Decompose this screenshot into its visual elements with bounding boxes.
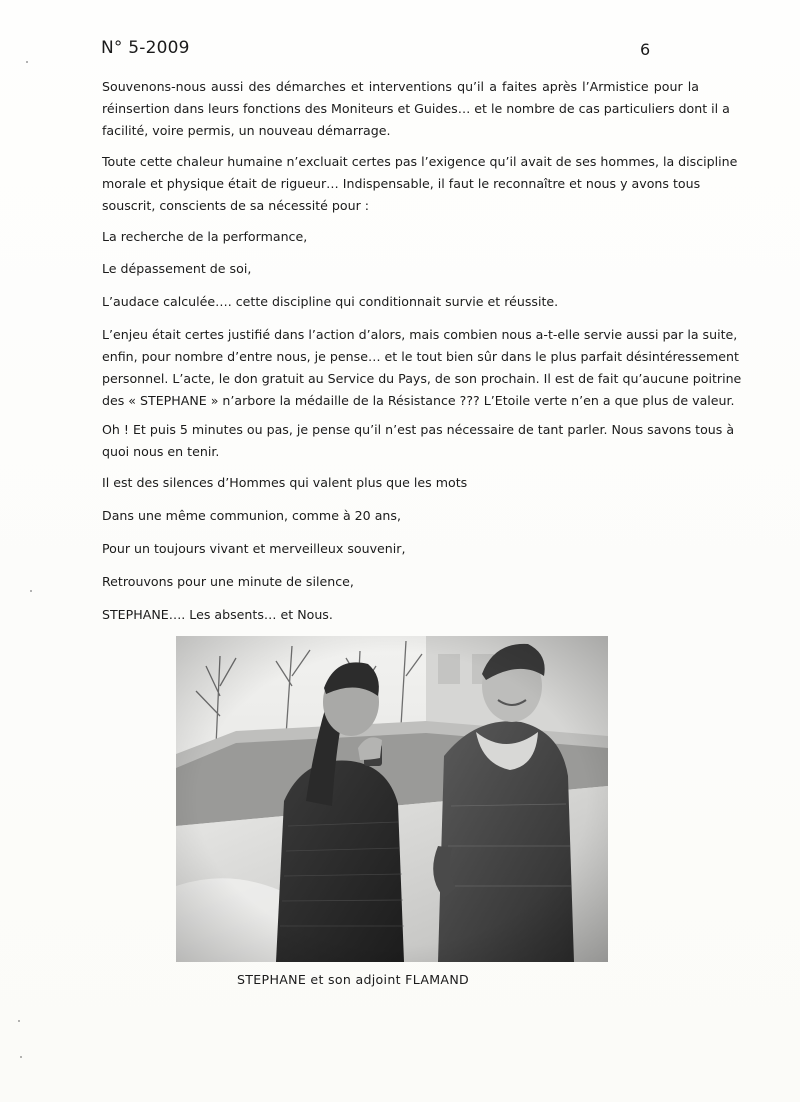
paragraph-4: Le dépassement de soi, (102, 261, 252, 276)
photo-caption: STEPHANE et son adjoint FLAMAND (237, 972, 470, 987)
paragraph-line: Souvenons-nous aussi des démarches et interventions qu’il a faites après l’Armistice pour la (102, 79, 699, 94)
photograph (176, 636, 608, 962)
paragraph-line: des « STEPHANE » n’arbore la médaille de la Résistance ??? L’Etoile verte n’en a que plus de valeur. (102, 393, 735, 408)
paragraph-line: L’enjeu était certes justifié dans l’action d’alors, mais combien nous a-t-elle servie aussi par la suite, (102, 327, 738, 342)
paragraph-12: STEPHANE…. Les absents… et Nous. (102, 607, 333, 622)
photo-illustration (176, 636, 608, 962)
paragraph-1 (102, 76, 730, 142)
paragraph-line: souscrit, conscients de sa nécessité pour : (102, 198, 370, 213)
paragraph-line: Oh ! Et puis 5 minutes ou pas, je pense qu’il n’est pas nécessaire de tant parler. Nous savons tous à (102, 422, 735, 437)
paragraph-line: facilité, voire permis, un nouveau démarrage. (102, 123, 391, 138)
paragraph-11: Retrouvons pour une minute de silence, (102, 574, 354, 589)
paragraph-3: La recherche de la performance, (102, 229, 308, 244)
paragraph-2 (102, 151, 738, 217)
paragraph-7 (102, 419, 735, 463)
page-number: 6 (640, 40, 651, 59)
paragraph-8: Il est des silences d’Hommes qui valent plus que les mots (102, 475, 468, 490)
paragraph-10: Pour un toujours vivant et merveilleux souvenir, (102, 541, 406, 556)
paragraph-9: Dans une même communion, comme à 20 ans, (102, 508, 401, 523)
paragraph-6 (102, 324, 742, 412)
paragraph-line: personnel. L’acte, le don gratuit au Service du Pays, de son prochain. Il est de fait qu’aucune poitrine (102, 371, 742, 386)
paragraph-line: enfin, pour nombre d’entre nous, je pense… et le tout bien sûr dans le plus parfait désintéressement (102, 349, 739, 364)
scan-speck (26, 61, 28, 63)
scan-speck (20, 1056, 22, 1058)
scan-speck (30, 590, 32, 592)
paragraph-line: quoi nous en tenir. (102, 444, 220, 459)
paragraph-line: Toute cette chaleur humaine n’excluait certes pas l’exigence qu’il avait de ses hommes, la discipline (102, 154, 738, 169)
paragraph-line: réinsertion dans leurs fonctions des Moniteurs et Guides… et le nombre de cas particuliers dont il a (102, 101, 730, 116)
scan-speck (18, 1020, 20, 1022)
paragraph-line: morale et physique était de rigueur… Indispensable, il faut le reconnaître et nous y avons tous (102, 176, 701, 191)
paragraph-5: L’audace calculée…. cette discipline qui conditionnait survie et réussite. (102, 294, 559, 309)
issue-number: N° 5-2009 (101, 38, 190, 58)
